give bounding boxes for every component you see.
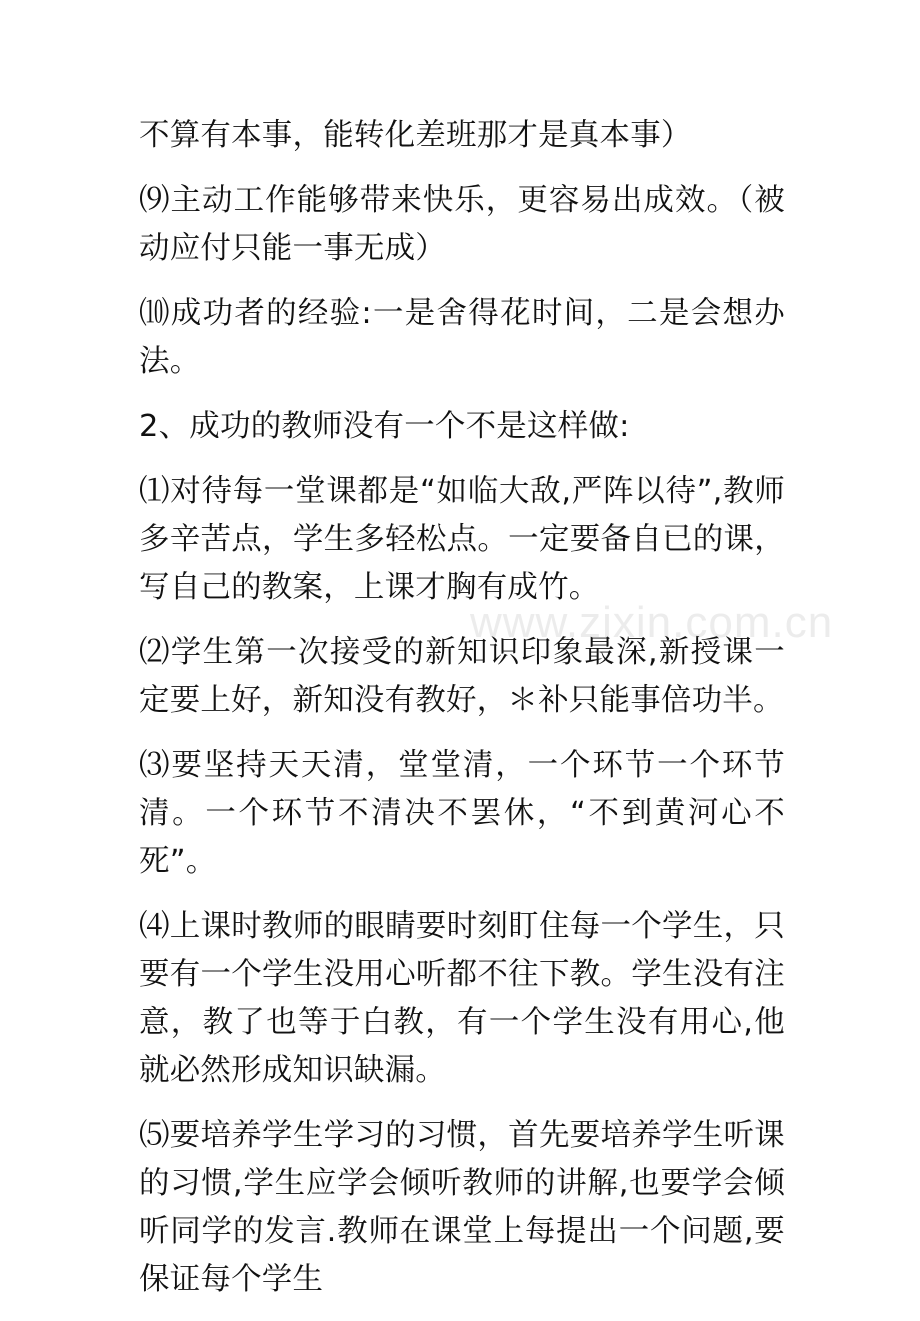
paragraph-item-9: ⑼主动工作能够带来快乐，更容易出成效。（被动应付只能一事无成） (139, 183, 785, 266)
paragraph-item-5: ⑸要培养学生学习的习惯，首先要培养学生听课的习惯,学生应学会倾听教师的讲解,也要学会倾听同学的发言.教师在课堂上每提出一个问题,要保证每个学生 (139, 1118, 785, 1297)
paragraph-item-2: ⑵学生第一次接受的新知识印象最深,新授课一定要上好，新知没有教好，＊补只能事倍功半。 (139, 635, 785, 718)
paragraph-continuation: 不算有本事，能转化差班那才是真本事） (139, 118, 692, 153)
paragraph-item-10: ⑽成功者的经验:一是舍得花时间，二是会想办法。 (139, 296, 785, 379)
paragraph-item-3: ⑶要坚持天天清，堂堂清，一个环节一个环节清。一个环节不清决不罢休，“不到黄河心不死”。 (139, 748, 785, 879)
paragraph-item-4: ⑷上课时教师的眼睛要时刻盯住每一个学生，只要有一个学生没用心听都不往下教。学生没有注意，教了也等于白教，有一个学生没有用心,他就必然形成知识缺漏。 (139, 909, 785, 1088)
watermark: www.zixin.com.cn (470, 598, 834, 647)
section-heading-2: 2、成功的教师没有一个不是这样做: (139, 409, 630, 444)
paragraph-item-1: ⑴对待每一堂课都是“如临大敌,严阵以待”,教师多辛苦点，学生多轻松点。一定要备自已的课，写自己的教案，上课才胸有成竹。 (139, 474, 785, 605)
document-body (139, 112, 785, 1321)
